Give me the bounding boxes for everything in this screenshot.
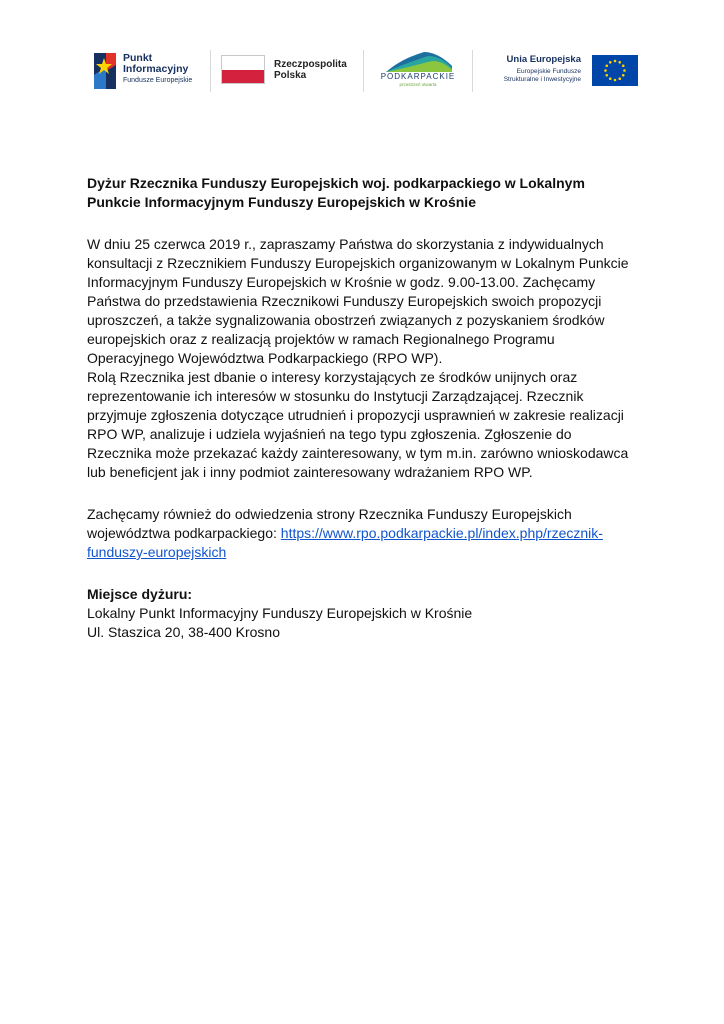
paragraph-2-text: Rolą Rzecznika jest dbanie o interesy korzystających ze środków unijnych oraz reprezentowanie ich interesów w stosunku do Instytucji Zarządzającej. Rzecznik przyjmuje zgłoszenia dotyczące utrudnień i propozycji usprawnień w zakresie realizacji RPO WP, analizuje i udziela wyjaśnień na tego typu zgłoszenia. Zgłoszenie do Rzecznika może przekazać każdy zainteresowany, w tym m.in. zarówno wnioskodawca lub beneficjent jak i inny podmiot zainteresowany wdrażaniem RPO WP. (87, 369, 629, 480)
punkt-informacyjny-logo-title: Punkt Informacyjny (123, 52, 189, 76)
podkarpackie-logo-subtitle: przestrzeń otwarta (399, 82, 437, 87)
logo-divider (210, 50, 211, 92)
eu-flag-icon (592, 55, 638, 86)
punkt-informacyjny-star-icon (90, 49, 120, 93)
website-invitation-text: Zachęcamy również do odwiedzenia strony Rzecznika Funduszy Europejskich województwa podkarpackiego: (87, 506, 572, 541)
podkarpackie-mountains-icon (386, 50, 452, 72)
document-content (87, 174, 639, 642)
unia-europejska-logo-title: Unia Europejska (506, 54, 581, 65)
paragraph-consultation-announcement (87, 235, 639, 482)
duty-location-address: Ul. Staszica 20, 38-400 Krosno (87, 624, 280, 640)
podkarpackie-logo (373, 48, 465, 94)
punkt-informacyjny-logo-subtitle: Fundusze Europejskie (123, 77, 193, 84)
punkt-informacyjny-logo (90, 48, 200, 94)
logo-divider (363, 50, 364, 92)
rzeczpospolita-polska-logo-text: Rzeczpospolita Polska (274, 59, 347, 81)
unia-europejska-logo (478, 48, 638, 94)
duty-location-label: Miejsce dyżuru: (87, 586, 193, 602)
paragraph-website-invitation (87, 505, 639, 562)
duty-location-block (87, 585, 639, 642)
paragraph-1-text: W dniu 25 czerwca 2019 r., zapraszamy Państwa do skorzystania z indywidualnych konsultacji z Rzecznikiem Funduszy Europejskich organizowanym w Lokalnym Punkcie Informacyjnym Funduszy Europejskich w Krośnie w godz. 9.00-13.00. Zachęcamy Państwa do przedstawienia Rzecznikowi Funduszy Europejskich swoich propozycji uproszczeń, a także sygnalizowania obostrzeń związanych z pozyskaniem środków europejskich oraz z realizacją projektów w ramach Regionalnego Programu Operacyjnego Województwa Podkarpackiego (RPO WP). (87, 236, 629, 366)
rzecznik-website-link[interactable]: https://www.rpo.podkarpackie.pl/index.php/rzecznik-funduszy-europejskich (87, 525, 603, 560)
duty-location-name: Lokalny Punkt Informacyjny Funduszy Europejskich w Krośnie (87, 605, 473, 621)
logo-divider (472, 50, 473, 92)
podkarpackie-logo-text: PODKARPACKIE (380, 72, 456, 81)
rzeczpospolita-polska-logo (221, 48, 356, 94)
unia-europejska-logo-subtitle: Europejskie Fundusze Strukturalne i Inwestycyjne (503, 68, 581, 84)
document-title: Dyżur Rzecznika Funduszy Europejskich woj. podkarpackiego w Lokalnym Punkcie Informacyjnym Funduszy Europejskich w Krośnie (87, 175, 585, 210)
polish-flag-icon (221, 55, 265, 84)
logo-bar (90, 48, 638, 94)
